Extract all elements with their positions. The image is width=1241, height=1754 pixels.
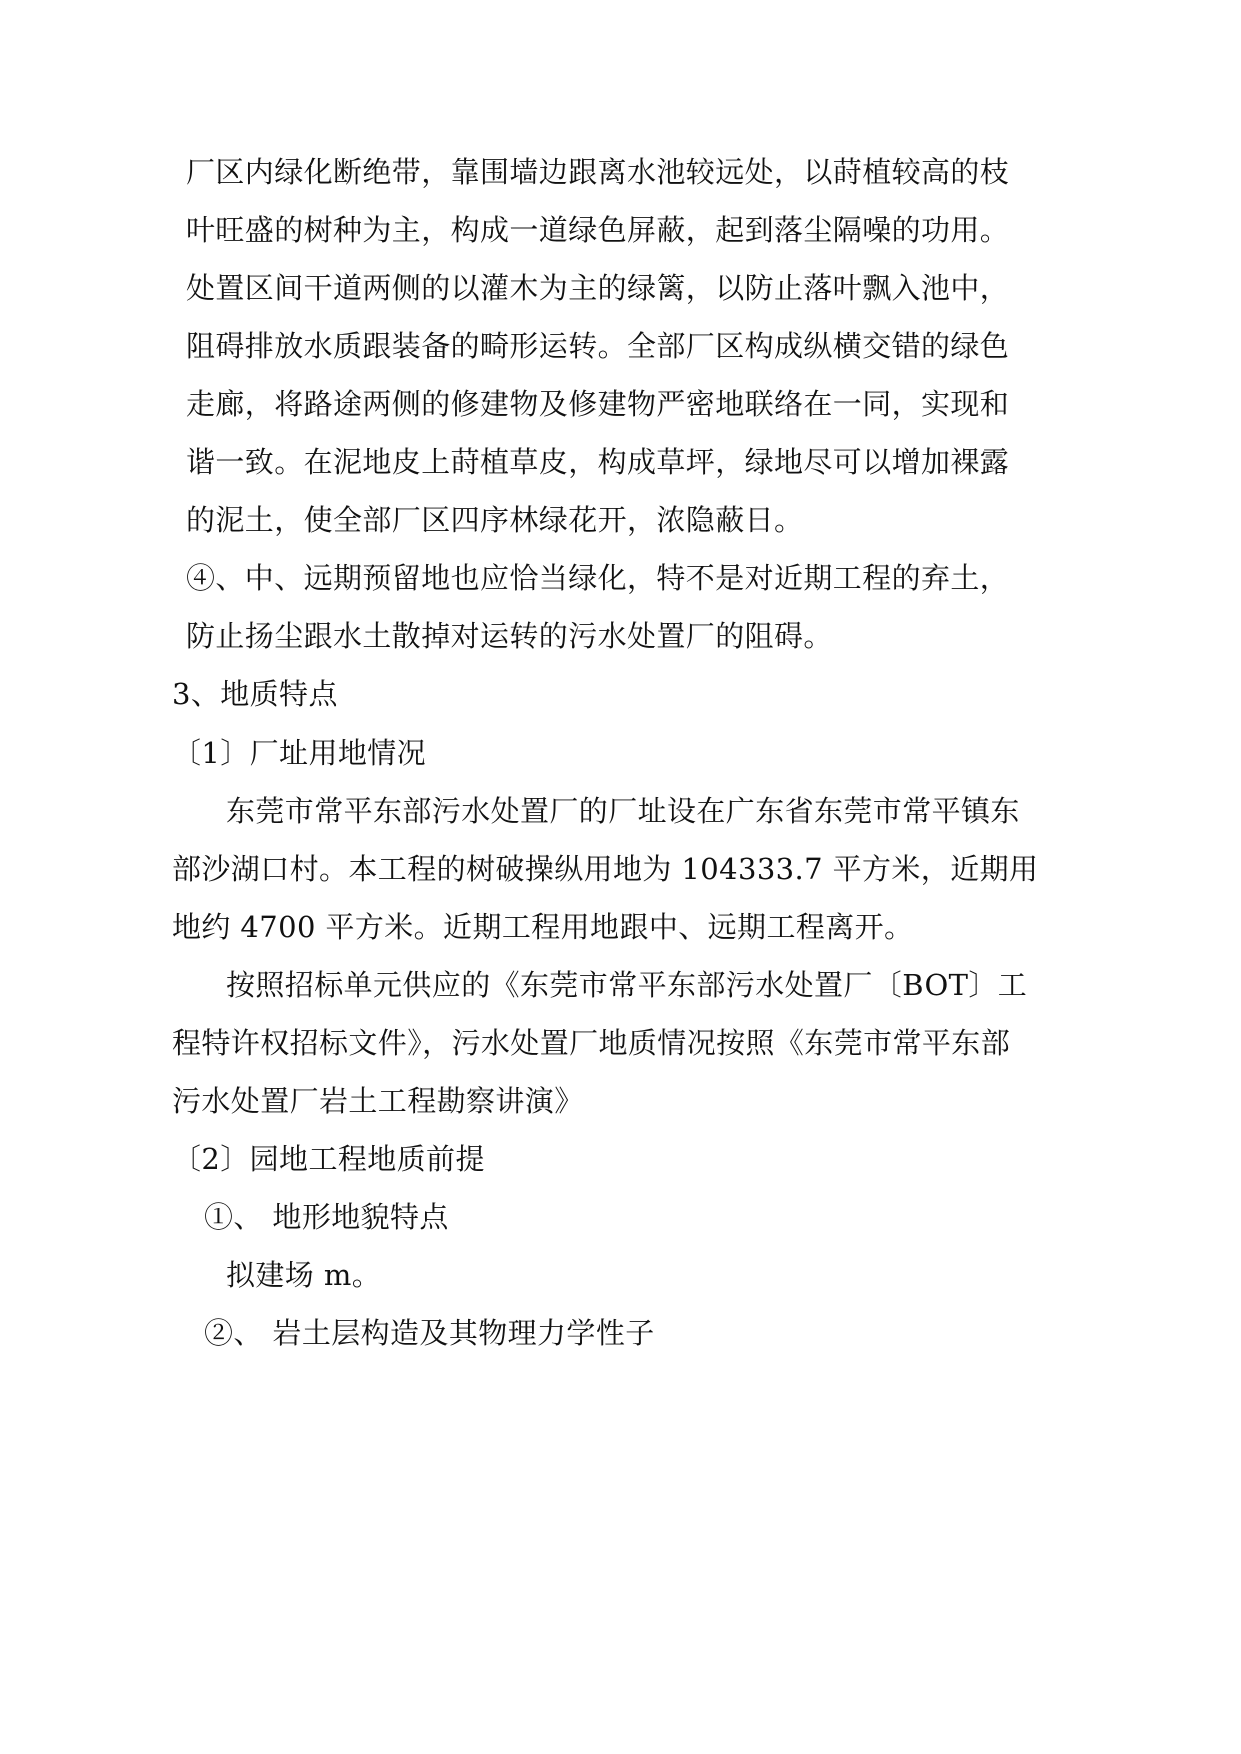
paragraph-line: 阻碍排放水质跟装备的畸形运转。全部厂区构成纵横交错的绿色 [186, 329, 1010, 363]
paragraph-line: 的泥土，使全部厂区四序林绿花开，浓隐蔽日。 [186, 503, 804, 537]
paragraph-line: 程特许权招标文件》，污水处置厂地质情况按照《东莞市常平东部 [172, 1026, 1011, 1060]
paragraph-line: 走廊，将路途两侧的修建物及修建物严密地联络在一同，实现和 [186, 387, 1010, 421]
paragraph-line: 污水处置厂岩土工程勘察讲演》 [172, 1084, 584, 1118]
paragraph-line: 谐一致。在泥地皮上莳植草皮，构成草坪，绿地尽可以增加裸露 [186, 445, 1010, 479]
paragraph-line: 按照招标单元供应的《东莞市常平东部污水处置厂〔BOT〕工 [226, 968, 1028, 1002]
subsection-heading: 〔2〕园地工程地质前提 [172, 1142, 485, 1176]
paragraph-line: 叶旺盛的树种为主，构成一道绿色屏蔽，起到落尘隔噪的功用。 [186, 213, 1010, 247]
paragraph-line: 部沙湖口村。本工程的树破操纵用地为 104333.7 平方米，近期用 [172, 852, 1039, 886]
paragraph-line: 拟建场 m。 [226, 1258, 382, 1292]
paragraph-line: 处置区间干道两侧的以灌木为主的绿篱，以防止落叶飘入池中， [186, 271, 1010, 305]
list-item-heading: ①、 地形地貌特点 [204, 1200, 449, 1234]
paragraph-line: 厂区内绿化断绝带，靠围墙边跟离水池较远处，以莳植较高的枝 [186, 155, 1010, 189]
paragraph-line: 地约 4700 平方米。近期工程用地跟中、远期工程离开。 [172, 910, 914, 944]
subsection-heading: 〔1〕厂址用地情况 [172, 736, 427, 770]
paragraph-line: 防止扬尘跟水土散掉对运转的污水处置厂的阻碍。 [186, 619, 833, 653]
list-item-heading: ②、 岩土层构造及其物理力学性子 [204, 1316, 655, 1350]
paragraph-line: 东莞市常平东部污水处置厂的厂址设在广东省东莞市常平镇东 [226, 794, 1020, 828]
section-heading: 3、地质特点 [172, 677, 338, 711]
list-item-line: ④、中、远期预留地也应恰当绿化，特不是对近期工程的弃土， [186, 561, 1010, 595]
